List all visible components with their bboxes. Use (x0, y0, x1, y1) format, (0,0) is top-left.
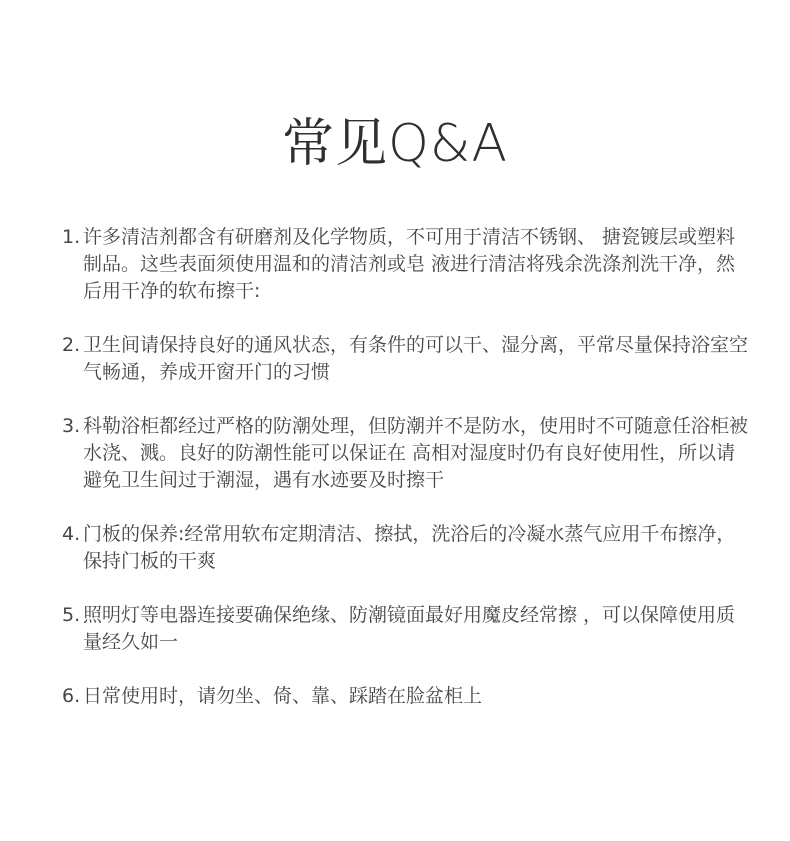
faq-item-text: 卫生间请保持良好的通风状态，有条件的可以干、湿分离，平常尽量保持浴室空气畅通，养成开窗开门的习惯 (83, 334, 749, 383)
faq-item-number: 2. (62, 334, 81, 356)
faq-item-number: 6. (62, 685, 81, 707)
faq-item-text: 照明灯等电器连接要确保绝缘、防潮镜面最好用魔皮经常擦 ，可以保障使用质量经久如一 (83, 604, 736, 653)
faq-list (62, 224, 752, 710)
faq-item-3 (62, 413, 752, 494)
page-title: 常见Q&A (281, 114, 509, 174)
faq-item-number: 5. (62, 604, 81, 626)
faq-item-1 (62, 224, 752, 305)
faq-item-text: 门板的保养:经常用软布定期清洁、擦拭，洗浴后的冷凝水蒸气应用千布擦净，保持门板的干爽 (83, 523, 736, 572)
faq-item-text: 日常使用时，请勿坐、倚、靠、踩踏在脸盆柜上 (83, 685, 483, 707)
faq-item-number: 1. (62, 226, 81, 248)
faq-item-2 (62, 332, 752, 386)
faq-item-4 (62, 521, 752, 575)
faq-item-number: 3. (62, 415, 81, 437)
faq-item-6 (62, 683, 752, 710)
faq-item-text: 许多清洁剂都含有研磨剂及化学物质，不可用于清洁不锈钢、 搪瓷镀层或塑料制品。这些表面须使用温和的清洁剂或皂 液进行清洁将残余洗涤剂洗干净，然后用干净的软布擦干: (83, 226, 736, 302)
faq-item-5 (62, 602, 752, 656)
faq-item-text: 科勒浴柜都经过严格的防潮处理，但防潮并不是防水，使用时不可随意任浴柜被水浇、溅。良好的防潮性能可以保证在 高相对湿度时仍有良好使用性，所以请避免卫生间过于潮湿，遇有水迹要及时擦干 (83, 415, 749, 491)
faq-item-number: 4. (62, 523, 81, 545)
